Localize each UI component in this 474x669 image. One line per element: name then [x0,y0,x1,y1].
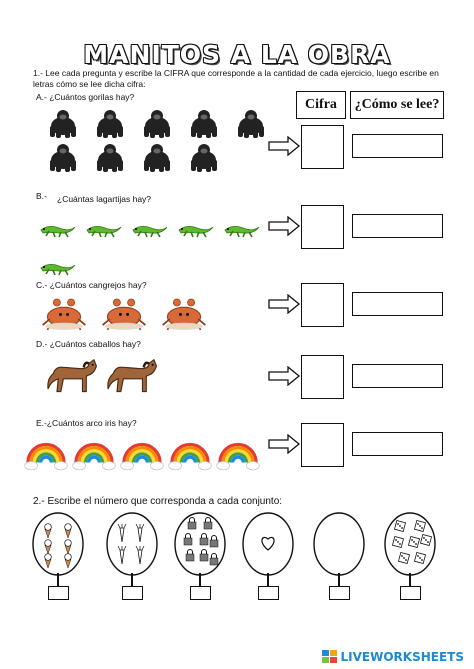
bubble-stem [199,573,201,586]
lizard-icon [130,220,172,240]
crab-icon [38,293,90,331]
dice-icon [420,534,431,545]
horse-icon [43,355,99,395]
dice-icon [414,552,425,563]
question-c-label: C.- ¿Cuántos cangrejos hay? [36,280,147,290]
header-cifra: Cifra [296,91,346,119]
arrow-icon [268,136,300,156]
word-input-box[interactable] [352,432,443,456]
set-answer-box[interactable] [48,586,69,600]
arrow-icon [268,294,300,314]
gorilla-icon [235,108,267,140]
liveworksheets-logo [322,650,464,664]
lizard-icon [38,220,80,240]
bubble-stem [409,573,411,586]
dice-icon [398,552,409,563]
bubble-stem [267,573,269,586]
bubble-stem [57,573,59,586]
set-answer-box[interactable] [122,586,143,600]
word-input-box[interactable] [352,214,443,238]
dice-icon [394,520,405,531]
instruction-1: 1.- Lee cada pregunta y escribe la CIFRA que corresponde a la cantidad de cada ejercicio, luego escribe en letras cómo se lee dicha cifra: [33,68,439,89]
arrow-icon [268,434,300,454]
rainbow-icon [120,437,164,471]
dice-icon [414,520,425,531]
arrow-icon [268,216,300,236]
cifra-input-box[interactable] [301,205,344,249]
dice-icon [408,536,419,547]
rainbow-icon [72,437,116,471]
lizard-icon [176,220,218,240]
crab-icon [158,293,210,331]
arrow-icon [268,366,300,386]
set-bubble [104,511,160,577]
footer-brand: LIVEWORKSHEETS [340,650,464,664]
set-answer-box[interactable] [400,586,421,600]
dice-icon [392,536,403,547]
gorilla-icon [47,108,79,140]
question-b-label: ¿Cuántas lagartijas hay? [57,194,152,204]
set-bubble [240,511,296,577]
set-answer-box[interactable] [258,586,279,600]
cifra-input-box[interactable] [301,423,344,467]
gorilla-icon [188,142,220,174]
question-d-label: D.- ¿Cuántos caballos hay? [36,339,141,349]
gorilla-icon [141,108,173,140]
set-bubble [382,511,438,577]
footer [0,645,474,669]
set-bubble [311,511,367,577]
word-input-box[interactable] [352,134,443,158]
gorilla-icon [94,142,126,174]
instruction-2: 2.- Escribe el número que corresponda a cada conjunto: [33,496,283,507]
question-e-label: E.-¿Cuántos arco iris hay? [36,418,137,428]
rainbow-icon [24,437,68,471]
lizard-icon [38,258,80,278]
word-input-box[interactable] [352,364,443,388]
set-bubble [172,511,228,577]
logo-icon [322,650,338,664]
cifra-input-box[interactable] [301,355,344,399]
gorilla-icon [94,108,126,140]
crab-icon [98,293,150,331]
question-b-prefix: B.- [36,191,47,201]
bubble-stem [338,573,340,586]
bubble-stem [131,573,133,586]
gorilla-icon [188,108,220,140]
gorilla-icon [47,142,79,174]
gorilla-icon [141,142,173,174]
horse-icon [103,355,159,395]
cifra-input-box[interactable] [301,125,344,169]
lizard-icon [84,220,126,240]
set-answer-box[interactable] [190,586,211,600]
header-como-se-lee: ¿Cómo se lee? [350,91,444,119]
rainbow-icon [168,437,212,471]
rainbow-icon [216,437,260,471]
set-answer-box[interactable] [329,586,350,600]
question-a-label: A.- ¿Cuántos gorilas hay? [36,92,135,102]
word-input-box[interactable] [352,292,443,316]
cifra-input-box[interactable] [301,283,344,327]
lizard-icon [222,220,264,240]
page-title: MANITOS A LA OBRA [83,40,391,69]
set-bubble [30,511,86,577]
